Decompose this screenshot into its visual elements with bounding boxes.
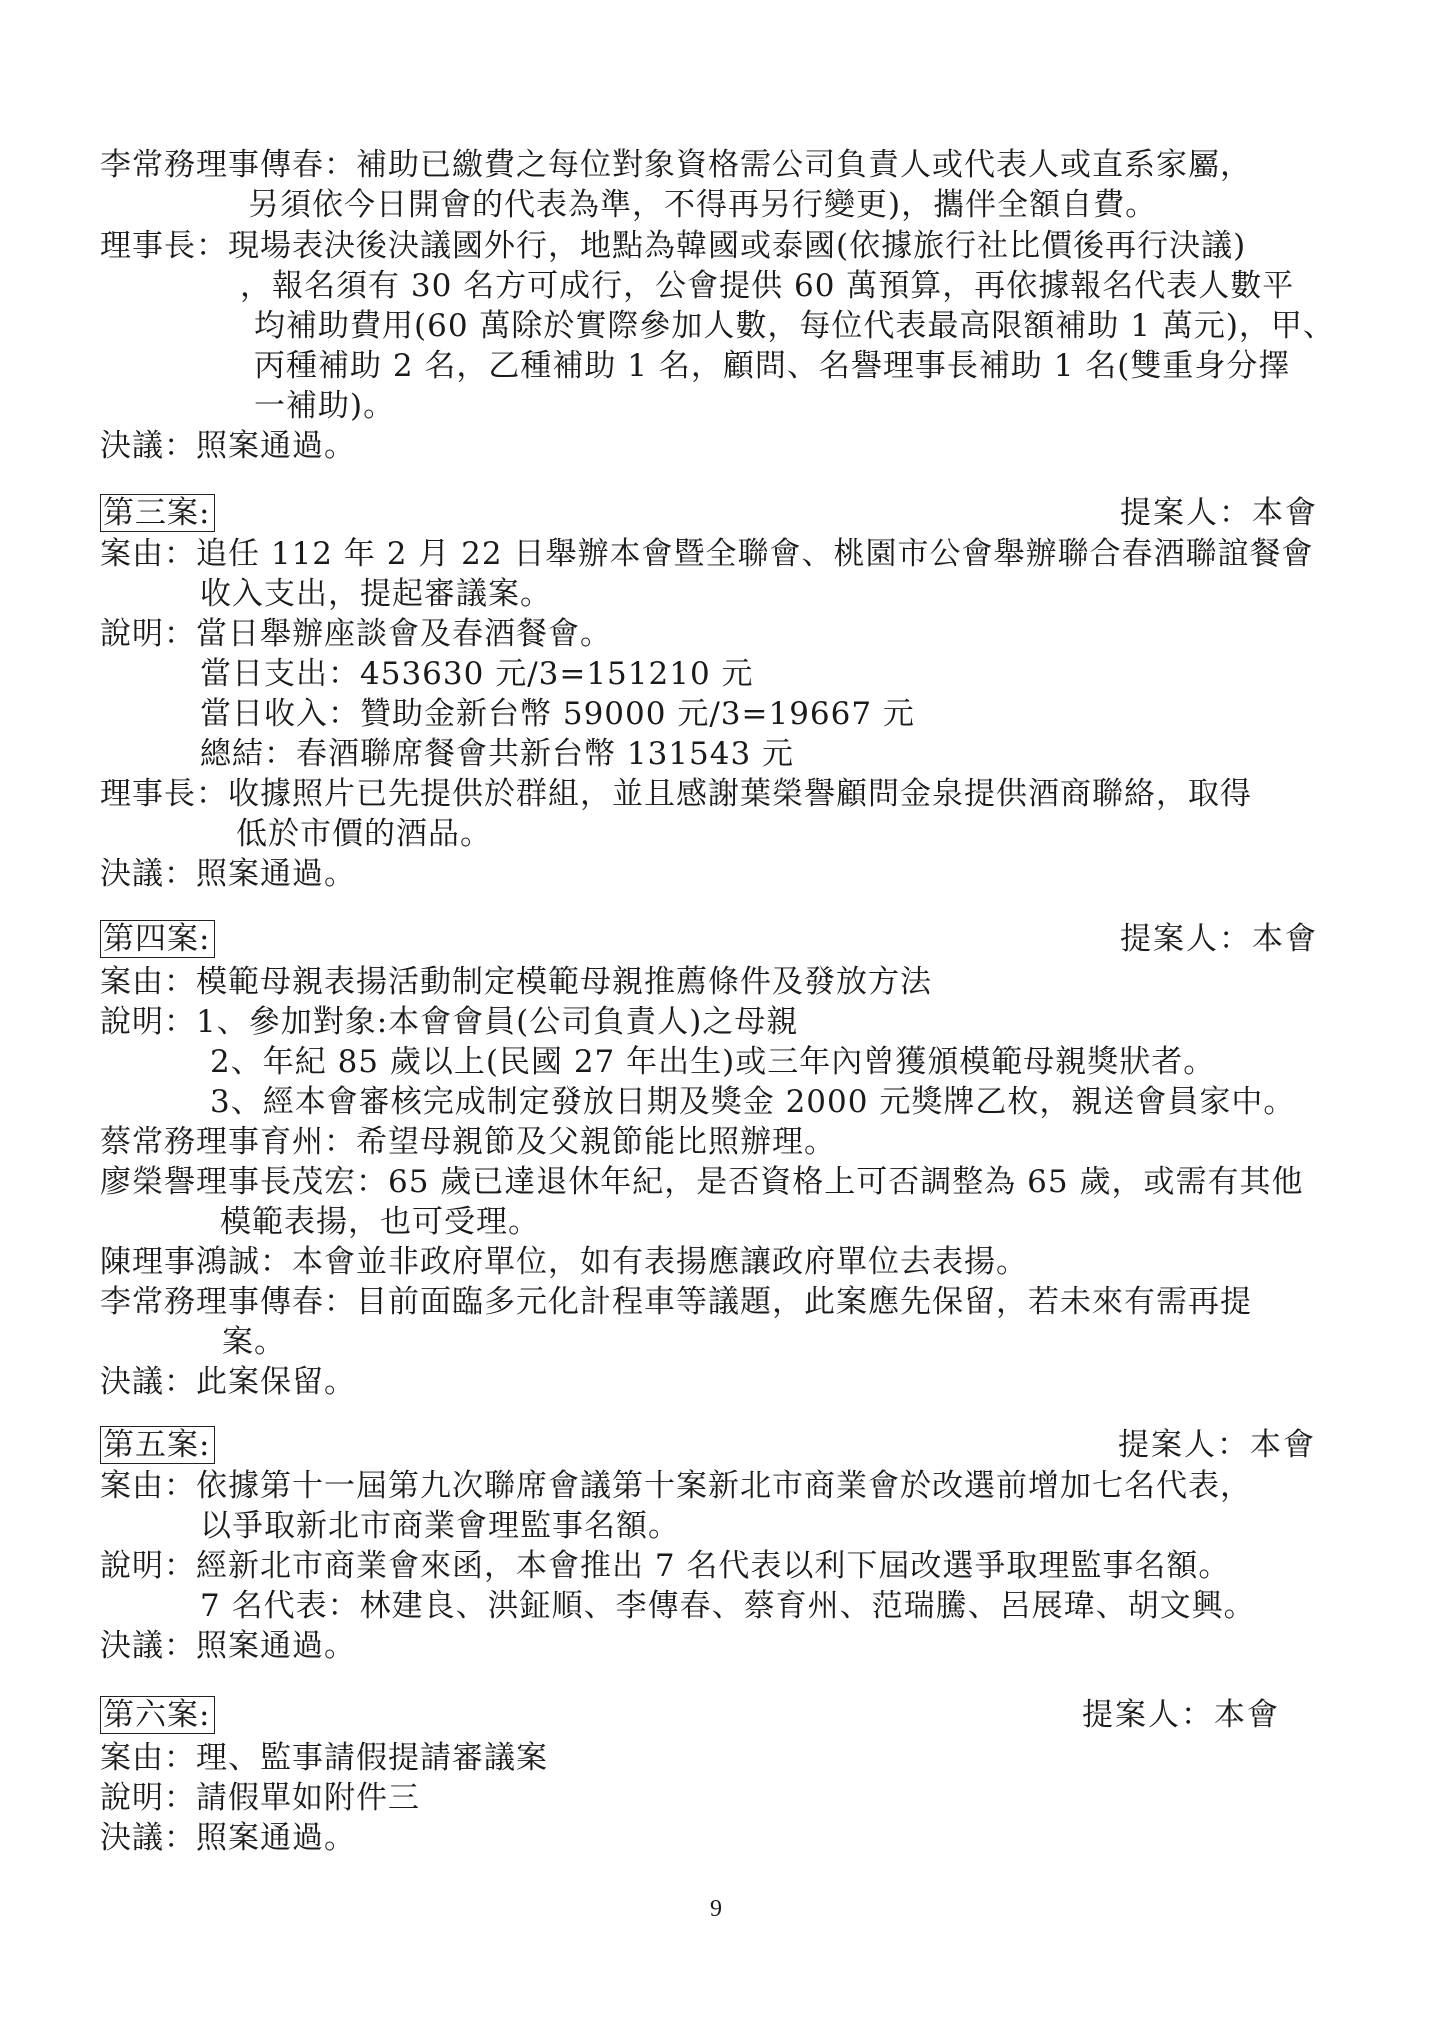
text-line: 理事長：現場表決後決議國外行，地點為韓國或泰國(依據旅行社比價後再行決議): [100, 228, 1247, 264]
text-line: ，報名須有 30 名方可成行，公會提供 60 萬預算，再依據報名代表人數平: [240, 268, 1295, 304]
text-line: 以爭取新北市商業會理監事名額。: [200, 1508, 680, 1544]
case-4-proposer: 提案人：本會: [1120, 921, 1318, 957]
text-line: 案。: [222, 1324, 286, 1360]
text-line: 當日收入：贊助金新台幣 59000 元/3=19667 元: [200, 696, 915, 732]
text-line: 李常務理事傳春：目前面臨多元化計程車等議題，此案應先保留，若未來有需再提: [100, 1284, 1252, 1320]
resolution-line: 決議：此案保留。: [100, 1364, 356, 1400]
text-line: 均補助費用(60 萬除於實際參加人數，每位代表最高限額補助 1 萬元)，甲、: [254, 308, 1335, 344]
text-line: 低於市價的酒品。: [236, 816, 492, 852]
text-line: 案由：模範母親表揚活動制定模範母親推薦條件及發放方法: [100, 964, 932, 1000]
text-line: 說明：當日舉辦座談會及春酒餐會。: [100, 616, 612, 652]
page-number: 9: [710, 1896, 722, 1922]
case-6-header: [100, 1696, 1330, 1736]
case-5-proposer: 提案人：本會: [1118, 1427, 1316, 1463]
text-line: 7 名代表：林建良、洪鉦順、李傳春、蔡育州、范瑞騰、呂展瑋、胡文興。: [200, 1588, 1256, 1624]
text-line: 陳理事鴻誠：本會並非政府單位，如有表揚應讓政府單位去表揚。: [100, 1244, 1028, 1280]
text-line: 當日支出：453630 元/3=151210 元: [200, 656, 754, 692]
text-line: 蔡常務理事育州：希望母親節及父親節能比照辦理。: [100, 1124, 836, 1160]
text-line: 說明：1、參加對象:本會會員(公司負責人)之母親: [100, 1004, 799, 1040]
case-5-title: 第五案:: [100, 1426, 215, 1464]
text-line: 說明：請假單如附件三: [100, 1780, 420, 1816]
case-4-title: 第四案:: [100, 920, 215, 958]
text-line: 2、年紀 85 歲以上(民國 27 年出生)或三年內曾獲頒模範母親獎狀者。: [210, 1044, 1216, 1080]
case-3-proposer: 提案人：本會: [1120, 495, 1318, 531]
resolution-line: 決議：照案通過。: [100, 1628, 356, 1664]
text-line: 一補助)。: [254, 388, 396, 424]
text-line: 模範表揚，也可受理。: [220, 1204, 540, 1240]
resolution-line: 決議：照案通過。: [100, 856, 356, 892]
resolution-line: 決議：照案通過。: [100, 1820, 356, 1856]
case-6-proposer: 提案人：本會: [1082, 1697, 1280, 1733]
text-line: 案由：依據第十一屆第九次聯席會議第十案新北市商業會於改選前增加七名代表，: [100, 1468, 1252, 1504]
text-line: 總結：春酒聯席餐會共新台幣 131543 元: [200, 736, 795, 772]
text-line: 案由：理、監事請假提請審議案: [100, 1740, 548, 1776]
case-3-header: [100, 494, 1330, 534]
text-line: 案由：追任 112 年 2 月 22 日舉辦本會暨全聯會、桃園市公會舉辦聯合春酒聯誼餐會: [100, 536, 1314, 572]
text-line: 另須依今日開會的代表為準，不得再另行變更)，攜伴全額自費。: [248, 187, 1158, 223]
text-line: 說明：經新北市商業會來函，本會推出 7 名代表以利下屆改選爭取理監事名額。: [100, 1548, 1231, 1584]
text-line: 丙種補助 2 名，乙種補助 1 名，顧問、名譽理事長補助 1 名(雙重身分擇: [254, 348, 1291, 384]
text-line: 3、經本會審核完成制定發放日期及獎金 2000 元獎牌乙枚，親送會員家中。: [210, 1084, 1296, 1120]
text-line: 理事長：收據照片已先提供於群組，並且感謝葉榮譽顧問金泉提供酒商聯絡，取得: [100, 776, 1252, 812]
case-4-header: [100, 920, 1330, 960]
case-5-header: [100, 1426, 1330, 1466]
text-line: 李常務理事傳春：補助已繳費之每位對象資格需公司負責人或代表人或直系家屬，: [100, 147, 1252, 183]
text-line: 收入支出，提起審議案。: [200, 576, 552, 612]
case-6-title: 第六案:: [100, 1696, 215, 1734]
text-line: 廖榮譽理事長茂宏：65 歲已達退休年紀，是否資格上可否調整為 65 歲，或需有其他: [100, 1164, 1304, 1200]
case-3-title: 第三案:: [100, 494, 215, 532]
resolution-line: 決議：照案通過。: [100, 428, 356, 464]
